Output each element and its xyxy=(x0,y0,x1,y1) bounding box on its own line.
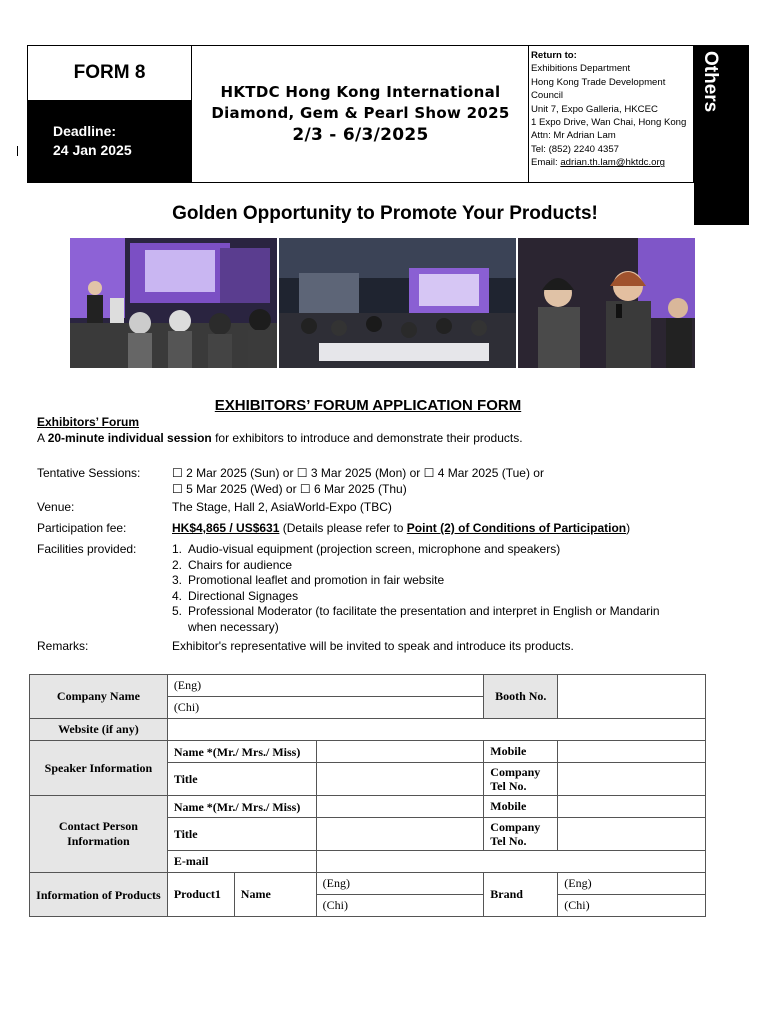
return-line: Unit 7, Expo Galleria, HKCEC xyxy=(531,103,658,115)
list-item xyxy=(172,558,662,574)
booth-no-field[interactable] xyxy=(558,675,706,719)
item-text: Chairs for audience xyxy=(188,557,293,572)
item-number: 3. xyxy=(172,573,183,587)
desc-rest: for exhibitors to introduce and demonstrate their products. xyxy=(211,431,523,445)
forum-photo-panel xyxy=(518,238,695,368)
company-name-chi-field[interactable] xyxy=(167,697,483,719)
chi-hint: (Chi) xyxy=(322,898,348,912)
facilities-list xyxy=(172,542,662,635)
others-tab-label: Others xyxy=(700,51,721,113)
forum-heading: Exhibitors’ Forum xyxy=(37,415,140,429)
return-email-line xyxy=(531,156,693,169)
forum-description xyxy=(37,431,523,445)
contact-title-field[interactable] xyxy=(316,818,484,851)
item-number: 5. xyxy=(172,604,183,618)
margin-mark xyxy=(17,146,18,156)
forum-photo-audience xyxy=(279,238,516,368)
desc-prefix: A xyxy=(37,431,48,445)
email-link[interactable]: adrian.th.lam@hktdc.org xyxy=(560,157,665,169)
remarks-label: Remarks: xyxy=(37,639,89,653)
return-address xyxy=(531,49,693,170)
form-header xyxy=(27,45,694,183)
return-to-label: Return to: xyxy=(531,50,577,61)
email-label: Email: xyxy=(531,157,561,169)
speaker-info-label: Speaker Information xyxy=(30,741,168,796)
fee-label: Participation fee: xyxy=(37,521,127,535)
website-label: Website (if any) xyxy=(30,719,168,741)
chi-hint: (Chi) xyxy=(564,898,590,912)
speaker-title-label: Title xyxy=(167,763,316,796)
return-line: Hong Kong Trade Development Council xyxy=(531,76,666,102)
website-field[interactable] xyxy=(167,719,705,741)
booth-no-label: Booth No. xyxy=(484,675,558,719)
deadline-label: Deadline: xyxy=(53,123,117,139)
forum-photo-speaker xyxy=(70,238,277,368)
list-item xyxy=(172,542,662,558)
return-line: Tel: (852) 2240 4357 xyxy=(531,143,620,155)
contact-name-field[interactable] xyxy=(316,796,484,818)
deadline-box xyxy=(28,101,192,182)
contact-mobile-field[interactable] xyxy=(558,796,706,818)
product-name-chi-field[interactable] xyxy=(316,895,484,917)
fee-note-close: ) xyxy=(626,521,631,535)
sessions-line[interactable]: ☐ 2 Mar 2025 (Sun) or ☐ 3 Mar 2025 (Mon) or ☐ 4 Mar 2025 (Tue) or xyxy=(172,466,544,480)
item-number: 4. xyxy=(172,588,183,603)
item-text: Directional Signages xyxy=(188,588,299,603)
eng-hint: (Eng) xyxy=(173,678,202,692)
contact-mobile-label: Mobile xyxy=(484,796,558,818)
return-line: Exhibitions Department xyxy=(531,63,631,75)
sessions-line[interactable]: ☐ 5 Mar 2025 (Wed) or ☐ 6 Mar 2025 (Thu) xyxy=(172,481,407,496)
form-title: EXHIBITORS’ FORUM APPLICATION FORM xyxy=(214,397,522,414)
list-item xyxy=(172,604,662,635)
venue-value: The Stage, Hall 2, AsiaWorld-Expo (TBC) xyxy=(172,500,392,514)
speaker-name-field[interactable] xyxy=(316,741,484,763)
list-item xyxy=(172,573,662,589)
brand-label: Brand xyxy=(484,873,558,917)
fee-value xyxy=(172,521,630,537)
speaker-mobile-field[interactable] xyxy=(558,741,706,763)
brand-eng-field[interactable] xyxy=(558,873,706,895)
contact-title-label: Title xyxy=(167,818,316,851)
contact-email-label: E-mail xyxy=(167,851,316,873)
show-name-line1: HKTDC Hong Kong International xyxy=(220,83,501,101)
conditions-link[interactable]: Point (2) of Conditions of Participation xyxy=(406,521,627,535)
contact-email-field[interactable] xyxy=(316,851,705,873)
form-number: FORM 8 xyxy=(28,46,192,101)
speaker-tel-label: Company Tel No. xyxy=(484,763,558,796)
item-text: Promotional leaflet and promotion in fair website xyxy=(188,573,445,587)
item-number: 2. xyxy=(172,557,183,572)
fee-note: (Details please refer to xyxy=(279,521,407,535)
contact-info-label: Contact Person Information xyxy=(30,796,168,873)
return-line: 1 Expo Drive, Wan Chai, Hong Kong xyxy=(531,117,687,129)
product-name-label: Name xyxy=(234,873,316,917)
product1-label: Product1 xyxy=(167,873,234,917)
sessions-options[interactable] xyxy=(172,466,544,497)
others-side-tab xyxy=(694,45,749,225)
show-name-line2: Diamond, Gem & Pearl Show 2025 xyxy=(211,104,510,122)
headline: Golden Opportunity to Promote Your Products! xyxy=(172,203,598,224)
brand-chi-field[interactable] xyxy=(558,895,706,917)
return-line: Attn: Mr Adrian Lam xyxy=(531,130,616,142)
speaker-mobile-label: Mobile xyxy=(484,741,558,763)
product-name-eng-field[interactable] xyxy=(316,873,484,895)
remarks-value: Exhibitor's representative will be invited to speak and introduce its products. xyxy=(172,639,574,653)
contact-name-label: Name *(Mr./ Mrs./ Miss) xyxy=(167,796,316,818)
speaker-name-label: Name *(Mr./ Mrs./ Miss) xyxy=(167,741,316,763)
list-item xyxy=(172,589,662,605)
deadline-date: 24 Jan 2025 xyxy=(53,142,132,158)
sessions-label: Tentative Sessions: xyxy=(37,466,141,480)
products-info-label: Information of Products xyxy=(30,873,168,917)
facilities-label: Facilities provided: xyxy=(37,542,137,556)
show-dates: 2/3 - 6/3/2025 xyxy=(292,125,429,145)
eng-hint: (Eng) xyxy=(322,876,350,890)
application-table xyxy=(29,674,706,917)
speaker-tel-field[interactable] xyxy=(558,763,706,796)
speaker-title-field[interactable] xyxy=(316,763,484,796)
item-text: Audio-visual equipment (projection screen, microphone and speakers) xyxy=(188,542,561,556)
item-text: Professional Moderator (to facilitate the presentation and interpret in English or Mandarin when necessary) xyxy=(188,604,660,634)
company-name-eng-field[interactable] xyxy=(167,675,483,697)
item-number: 1. xyxy=(172,542,183,556)
eng-hint: (Eng) xyxy=(564,876,592,890)
desc-bold: 20-minute individual session xyxy=(47,431,212,445)
fee-amount: HK$4,865 / US$631 xyxy=(172,521,280,535)
company-name-label: Company Name xyxy=(30,675,168,719)
show-title xyxy=(193,46,529,182)
chi-hint: (Chi) xyxy=(173,700,200,714)
contact-tel-field[interactable] xyxy=(558,818,706,851)
contact-tel-label: Company Tel No. xyxy=(484,818,558,851)
venue-label: Venue: xyxy=(37,500,75,514)
